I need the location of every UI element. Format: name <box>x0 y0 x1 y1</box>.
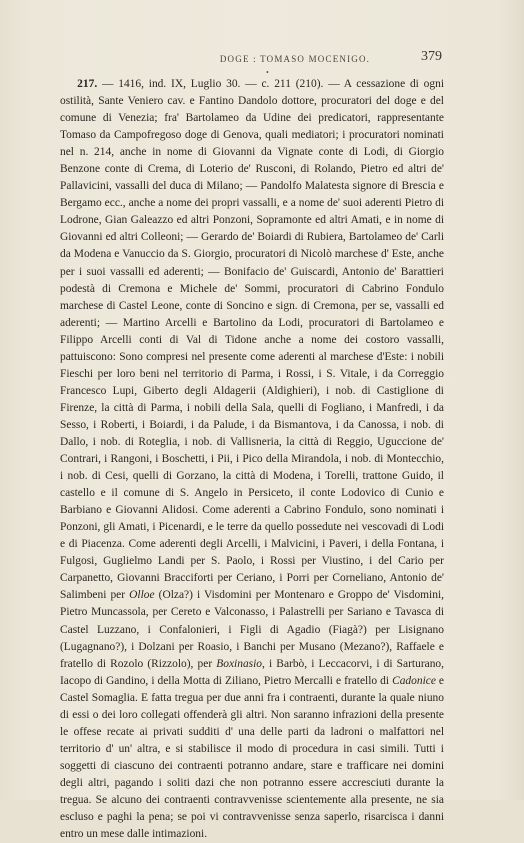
page-number: 379 <box>421 49 442 64</box>
entry-paragraph <box>60 76 444 843</box>
entry-text-c: , i Barbò, i Leccacorvi, i di Sarturano, Iacopo di Gandino, i della Motta di Ziliano, Pietro Mercalli e fratello di <box>60 657 444 687</box>
entry-italic-place-3: Cadonice <box>392 674 436 687</box>
entry-text-a: — 1416, ind. IX, Luglio 30. — c. 211 (210). — A cessazione di ogni ostilità, Sante Veniero cav. e Fantino Dandolo dottore, procuratori del doge e del comune di Venezia; fra' Bartolameo da Udine dei predicatori, rappresentante Tomaso da Campofregoso doge di Genova, quali mediatori; i procuratori nominati nel n. 214, anche in nome di Giovanni da Vignate conte di Lodi, di Giorgio Benzone conte di Crema, di Loterio de' Rusconi, di Rolando, Pietro ed altri de' Pallavicini, vassalli del duca di Milano; — Pandolfo Malatesta signore di Brescia e Bergamo ecc., anche a nome dei propri vassalli, e a nome de' suoi aderenti Pietro di Lodrone, Gian Galeazzo ed altri Ponzoni, Sopramonte ed altri Amati, e in nome di Giovanni ed altri Colleoni; — Gerardo de' Boiardi di Rubiera, Bartolameo de' Carli da Modena e Vanuccio da S. Giorgio, procuratori di Nicolò marchese d' Este, anche per i suoi vassalli ed aderenti; — Bonifacio de' Guiscardi, Antonio de' Barattieri podestà di Cremona e Michele de' Sommi, procuratori di Cabrino Fondulo marchese di Castel Leone, conte di Soncino e sign. di Cremona, per se, vassalli ed aderenti; — Martino Arcelli e Bartolino da Lodi, procuratori di Bartolameo e Filippo Arcelli conti di Val di Tidone anche a nome dei costoro vassalli, pattuiscono: Sono compresi nel presente come aderenti al marchese d'Este: i nobili Fieschi per loro beni nel territorio di Parma, i Rossi, i S. Vitale, i da Correggio Francesco Lupi, Giberto degli Aldagerii (Aldighieri), i nob. di Castiglione di Firenze, la città di Parma, i nobili della Sala, quelli di Fogliano, i Manfredi, i da Sesso, i Roberti, i Boiardi, i da Palude, i da Bismantova, i da Canossa, i nob. di Dallo, i nob. di Roteglia, i nob. di Vallisneria, la città di Reggio, Uguccione de' Contrari, i Rangoni, i Boschetti, i Pii, i Pico della Mirandola, i nob. di Montecchio, i nob. di Cesi, quelli di Gorzano, la città di Modena, i Torelli, trattone Guido, il castello e il comune di S. Angelo in Persiceto, il conte Lodovico di Cunio e Barbiano e Giovanni Alidosi. Come aderenti a Cabrino Fondulo, sono nominati i Ponzoni, gli Amati, i Picenardi, e le terre da quello possedute nei vescovadi di Lodi e di Piacenza. Come aderenti degli Arcelli, i Malvicini, i Paveri, i della Fontana, i Fulgosi, Guglielmo Landi per S. Paolo, i Rossi per Viustino, i del Cario per Carpanetto, Giovanni Bracciforti per Ceriano, i Porri per Corneliano, Antonio de' Salimbeni per <box>60 78 444 602</box>
printer-mark: • <box>266 68 269 77</box>
entry-italic-place-1: Olloe <box>129 589 155 602</box>
entry-number: 217. <box>77 78 98 90</box>
entry-text-d: e Castel Somaglia. E fatta tregua per due anni fra i contraenti, durante la quale niuno di essi o dei loro collegati offenderà gli altri. Non saranno infrazioni della presente le offese recate ai privati sudditi d' una delle parti da ladroni o malfattori nel territorio d' un' altra, e si stabilisce il modo di procedura in casi simili. Tutti i soggetti di ciascuno dei contraenti potranno andare, stare e trafficare nei domini degli altri, pagando i soliti dazi che non potranno essere accresciuti durante la tregua. Se alcuno dei contraenti contravvenisse scientemente alla presente, ne sia escluso e paghi la pena; se poi vi contravvenisse senza saperlo, risarcisca i danni entro un mese dalle intimazioni. <box>60 674 444 841</box>
entry-text-b: (Olza?) i Visdomini per Montenaro e Groppo de' Visdomini, Pietro Muncassola, per Cereto e Valconasso, i Palastrelli per Sariano e Tavasca di Castel Luzzano, i Confalonieri, i Figli di Agadio (Fiagà?) per Lisignano (Lugagnano?), i Dolzani per Roasio, i Banchi per Musano (Mezano?), Raffaele e fratello di Rozolo (Rizzolo), per <box>60 589 444 670</box>
running-header: DOGE : TOMASO MOCENIGO. <box>219 54 371 64</box>
entry-italic-place-2: Boxinasio <box>216 657 263 670</box>
